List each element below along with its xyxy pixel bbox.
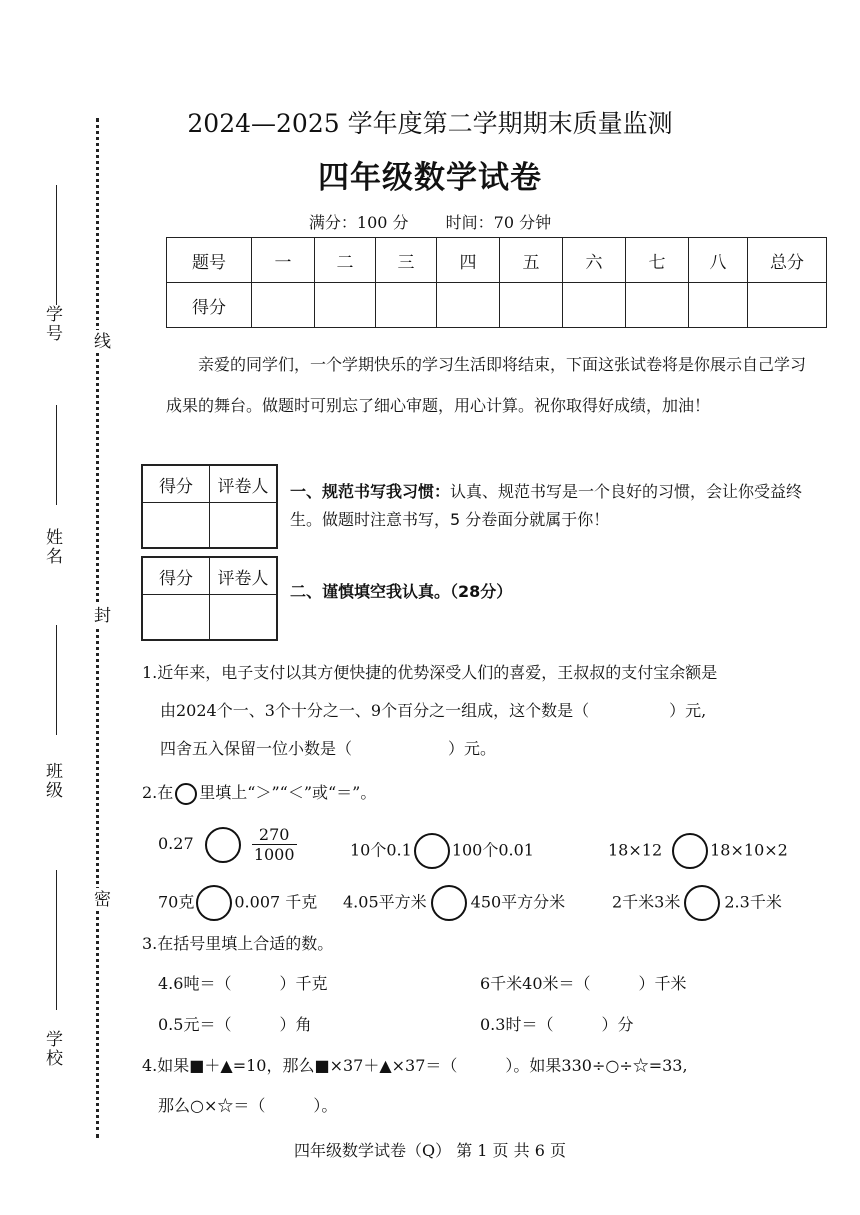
grader-score-cell[interactable] [142, 595, 210, 641]
q2-prefix: 2.在 [142, 783, 174, 802]
compare-circle[interactable] [414, 833, 450, 869]
section-1-title: 一、规范书写我习惯： [290, 482, 451, 501]
q2-item [158, 885, 317, 921]
exam-subtitle: 四年级数学试卷 [318, 160, 542, 196]
section-1 [290, 478, 810, 534]
margin-line-1 [56, 185, 57, 305]
intro-paragraph: 亲爱的同学们，一个学期快乐的学习生活即将结束，下面这张试卷将是你展示自己学习成果的舞台。做题时可别忘了细心审题，用心计算。祝你取得好成绩，加油！ [166, 355, 807, 415]
seal-char-line: 线 [88, 330, 113, 353]
score-table-header: 七 [626, 238, 689, 283]
q2-right: 450平方分米 [470, 892, 566, 912]
section-1-text: 认真、规范书写是一个良好的习惯，会让你受益终生。做题时注意书写，5 分卷面分就属于你！ [290, 482, 803, 529]
score-cell[interactable] [563, 283, 626, 328]
score-cell[interactable] [626, 283, 689, 328]
compare-circle[interactable] [684, 885, 720, 921]
score-table-score-row [167, 283, 827, 328]
grader-name-cell[interactable] [210, 595, 278, 641]
score-table-header: 四 [437, 238, 500, 283]
fraction-denominator: 1000 [253, 845, 295, 864]
q1-line-1: 1.近年来，电子支付以其方便快捷的优势深受人们的喜爱，王叔叔的支付宝余额是 [142, 663, 718, 682]
q4-line-1: 4.如果■＋▲=10，那么■×37＋▲×37＝（ ）。如果330÷○÷☆=33, [142, 1056, 688, 1075]
section-2 [290, 578, 512, 606]
score-table-header-row [167, 238, 827, 283]
q3-item-a: 4.6吨＝（ ）千克 [158, 974, 328, 993]
student-id-label: 学号 [42, 305, 62, 343]
q2-right: 18×10×2 [710, 840, 788, 860]
time-limit: 时间：70 分钟 [445, 213, 552, 232]
q2-item [350, 833, 534, 869]
score-table [166, 237, 827, 328]
q1-line-3: 四舍五入保留一位小数是（ ）元。 [160, 739, 497, 758]
q3-item-c: 0.5元＝（ ）角 [158, 1015, 312, 1034]
q2-right: 0.007 千克 [234, 892, 318, 912]
q4-line-2: 那么○×☆＝（ ）。 [158, 1096, 338, 1115]
score-cell[interactable] [748, 283, 827, 328]
q2-left: 70克 [158, 892, 195, 912]
fraction [252, 825, 297, 864]
score-table-header: 一 [252, 238, 315, 283]
q2-item [158, 825, 297, 864]
fraction-numerator: 270 [252, 825, 297, 845]
score-table-header: 总分 [748, 238, 827, 283]
section-2-title: 二、谨慎填空我认真。（28分） [290, 582, 513, 601]
circle-icon [175, 783, 197, 805]
page-footer: 四年级数学试卷（Q） 第 1 页 共 6 页 [294, 1141, 566, 1160]
q2-right: 2.3千米 [724, 892, 782, 912]
grader-score-label: 得分 [142, 557, 210, 595]
score-cell[interactable] [437, 283, 500, 328]
q2-left: 0.27 [158, 834, 194, 853]
q2-left: 10个0.1 [350, 840, 412, 860]
score-table-header: 五 [500, 238, 563, 283]
score-table-header: 六 [563, 238, 626, 283]
class-label: 班级 [42, 762, 62, 800]
exam-meta [0, 210, 860, 233]
score-cell[interactable] [315, 283, 376, 328]
score-cell[interactable] [252, 283, 315, 328]
score-cell[interactable] [376, 283, 437, 328]
grader-score-cell[interactable] [142, 503, 210, 549]
q2-item [612, 885, 782, 921]
seal-char-seal: 封 [88, 604, 113, 627]
q2-right: 100个0.01 [451, 840, 534, 860]
margin-line-2 [56, 405, 57, 505]
q2-item [343, 885, 565, 921]
q3-title: 3.在括号里填上合适的数。 [142, 934, 334, 953]
score-cell[interactable] [500, 283, 563, 328]
grader-name-label: 评卷人 [210, 465, 278, 503]
compare-circle[interactable] [205, 827, 241, 863]
q2-left: 2千米3米 [612, 892, 681, 912]
school-label: 学校 [42, 1030, 62, 1068]
q3-item-d: 0.3时＝（ ）分 [480, 1015, 634, 1034]
score-table-header: 题号 [167, 238, 252, 283]
q2-suffix: 里填上“＞”“＜”或“＝”。 [199, 783, 377, 802]
seal-dotted-line [96, 118, 99, 1138]
compare-circle[interactable] [672, 833, 708, 869]
grader-name-label: 评卷人 [210, 557, 278, 595]
q2-item [608, 833, 788, 869]
q3-item-b: 6千米40米＝（ ）千米 [480, 974, 687, 993]
q2-left: 18×12 [608, 840, 663, 860]
score-table-header: 八 [689, 238, 748, 283]
q1-line-2: 由2024个一、3个十分之一、9个百分之一组成，这个数是（ ）元, [160, 701, 707, 720]
seal-char-secret: 密 [88, 888, 113, 911]
score-table-header: 二 [315, 238, 376, 283]
full-score: 满分：100 分 [308, 213, 409, 232]
score-table-header: 三 [376, 238, 437, 283]
q2-left: 4.05平方米 [343, 892, 427, 912]
score-cell[interactable] [689, 283, 748, 328]
margin-line-4 [56, 870, 57, 1010]
margin-line-3 [56, 625, 57, 735]
q2-prompt [142, 780, 376, 805]
compare-circle[interactable] [431, 885, 467, 921]
grader-name-cell[interactable] [210, 503, 278, 549]
grader-box-1 [141, 464, 278, 549]
compare-circle[interactable] [196, 885, 232, 921]
score-row-label: 得分 [167, 283, 252, 328]
grader-box-2 [141, 556, 278, 641]
grader-score-label: 得分 [142, 465, 210, 503]
student-name-label: 姓名 [42, 528, 62, 566]
exam-title: 2024—2025 学年度第二学期期末质量监测 [187, 109, 673, 138]
